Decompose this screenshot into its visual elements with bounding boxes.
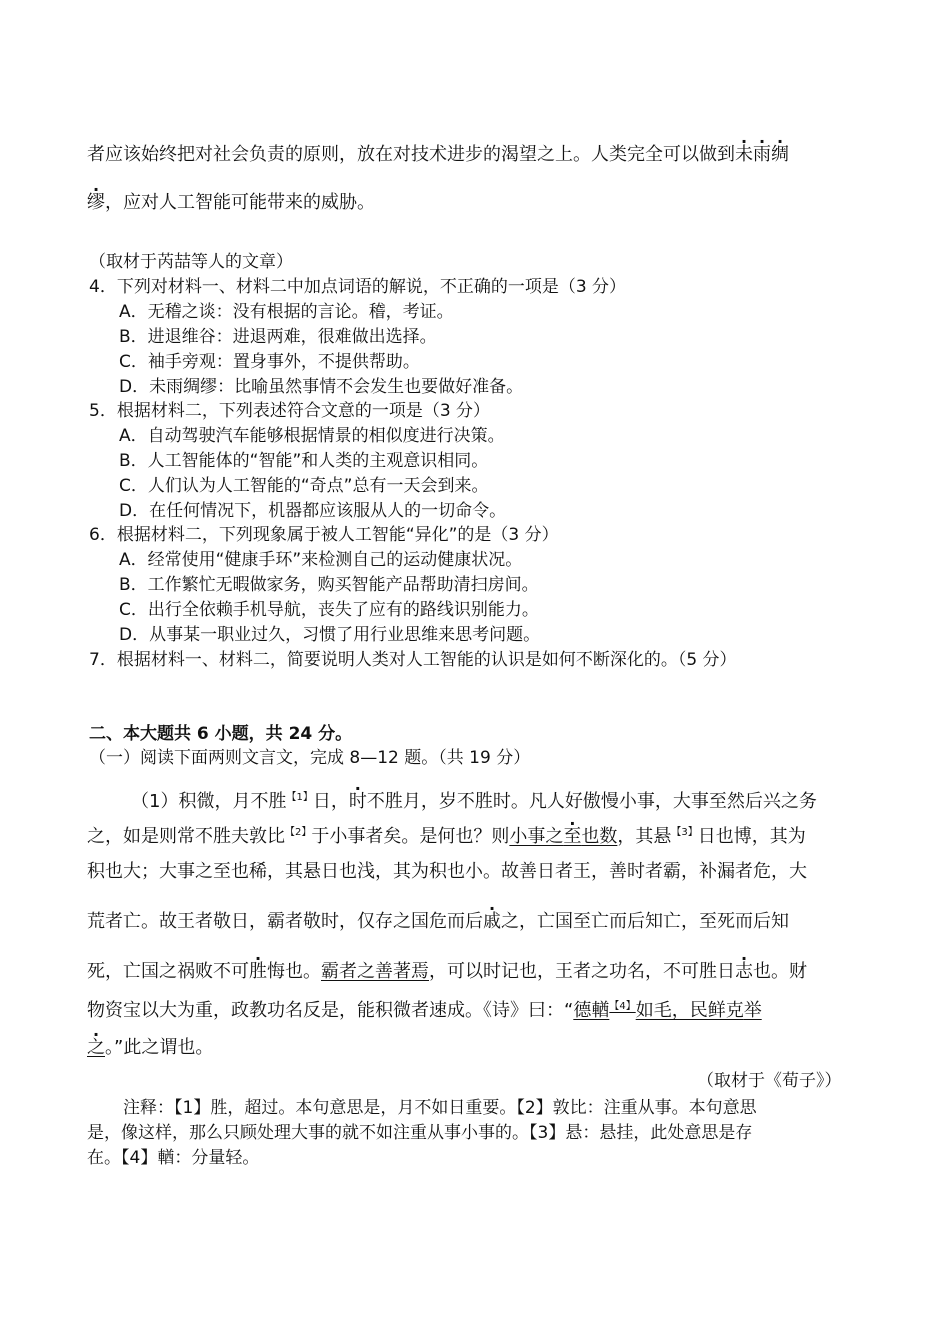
footnote-marker: 【3】: [671, 827, 698, 838]
question-4-option-b: B．进退维谷：进退两难，很难做出选择。: [119, 327, 437, 347]
passage-line-5: 死，亡国之祸败不可胜悔也。霸者之善著焉，可以时记也，王者之功名，不可胜日志也。财: [87, 961, 807, 982]
question-5-option-b: B．人工智能体的“智能”和人类的主观意识相同。: [119, 451, 489, 471]
question-6-option-d: D．从事某一职业过久，习惯了用行业思维来思考问题。: [119, 625, 541, 645]
underlined-phrase: 霸者之善著焉: [321, 961, 429, 982]
question-7-stem: 7．根据材料一、材料二，简要说明人类对人工智能的认识是如何不断深化的。（5 分）: [89, 650, 737, 670]
intro-line-1: 者应该始终把对社会负责的原则，放在对技术进步的渴望之上。人类完全可以做到未雨绸: [87, 144, 789, 165]
passage-source: （取材于《荀子》）: [697, 1071, 842, 1091]
question-5-option-a: A．自动驾驶汽车能够根据情景的相似度进行决策。: [119, 426, 505, 446]
emphasis-char: 志: [735, 961, 753, 982]
emphasis-char: 雨: [753, 144, 771, 165]
underlined-phrase: 小事之: [509, 826, 564, 847]
passage-line-7: 之。”此之谓也。: [87, 1037, 214, 1058]
section-2-heading: 二、本大题共 6 小题，共 24 分。: [89, 724, 353, 744]
underlined-phrase: 德輶: [573, 1000, 610, 1021]
emphasis-char: 缪: [87, 192, 105, 213]
notes-line-1: 注释：【1】胜，超过。本句意思是，月不如日重要。【2】敦比：注重从事。本句意思: [123, 1098, 757, 1118]
footnote-marker: 【4】: [609, 1001, 636, 1012]
footnote-marker: 【2】: [285, 827, 312, 838]
intro-line-2: 缪，应对人工智能可能带来的威胁。: [87, 192, 375, 213]
question-5-option-d: D．在任何情况下，机器都应该服从人的一切命令。: [119, 501, 507, 521]
footnote-marker: 【1】: [286, 792, 313, 803]
notes-line-2: 是，像这样，那么只顾处理大事的就不如注重从事小事的。【3】悬：悬挂，此处意思是存: [87, 1123, 753, 1143]
emphasis-char: 未: [735, 144, 753, 165]
intro-source: （取材于芮喆等人的文章）: [89, 252, 293, 272]
underlined-phrase: 也数: [581, 826, 618, 847]
question-6-option-b: B．工作繁忙无暇做家务，购买智能产品帮助清扫房间。: [119, 575, 539, 595]
underlined-phrase: 举: [743, 1000, 762, 1021]
emphasis-char: 胜: [249, 961, 267, 982]
notes-line-3: 在。【4】輶：分量轻。: [87, 1148, 260, 1168]
section-2-subheading: （一）阅读下面两则文言文，完成 8—12 题。（共 19 分）: [89, 748, 531, 768]
passage-line-4: 荒者亡。故王者敬日，霸者敬时，仅存之国危而后戚之，亡国至亡而后知亡，至死而后知: [87, 911, 789, 932]
question-6-option-a: A．经常使用“健康手环”来检测自己的运动健康状况。: [119, 550, 523, 570]
passage-line-1: （1）积微，月不胜$^{【1】}$日，时不胜月，岁不胜时。凡人好傲慢小事，大事至然后兴之务: [131, 791, 817, 812]
question-6-option-c: C．出行全依赖手机导航，丧失了应有的路线识别能力。: [119, 600, 539, 620]
emphasis-char: 至: [563, 826, 582, 847]
question-4-option-c: C．袖手旁观：置身事外，不提供帮助。: [119, 352, 420, 372]
emphasis-char: 戚: [483, 911, 501, 932]
passage-line-6: 物资宝以大为重，政教功名反是，能积微者速成。《诗》曰：“德輶$^{【4】}$如毛，民鲜克举: [87, 1000, 762, 1021]
question-5-option-c: C．人们认为人工智能的“奇点”总有一天会到来。: [119, 476, 489, 496]
question-6-stem: 6．根据材料二，下列现象属于被人工智能“异化”的是（3 分）: [89, 525, 559, 545]
passage-line-3: 积也大；大事之至也稀，其悬日也浅，其为积也小。故善日者王，善时者霸，补漏者危，大: [87, 861, 807, 882]
emphasis-char: 时: [348, 791, 367, 812]
emphasis-char: 之: [87, 1037, 105, 1058]
question-4-option-d: D．未雨绸缪：比喻虽然事情不会发生也要做好准备。: [119, 377, 524, 397]
underlined-phrase: 如毛，民鲜克: [635, 1000, 744, 1021]
question-4-stem: 4．下列对材料一、材料二中加点词语的解说，不正确的一项是（3 分）: [89, 277, 627, 297]
passage-line-2: 之，如是则常不胜夫敦比$^{【2】}$于小事者矣。是何也？则小事之至也数，其悬$^{【3】}$日也博，其为: [87, 826, 806, 847]
question-5-stem: 5．根据材料二，下列表述符合文意的一项是（3 分）: [89, 401, 491, 421]
emphasis-char: 绸: [771, 144, 789, 165]
question-4-option-a: A．无稽之谈：没有根据的言论。稽，考证。: [119, 302, 454, 322]
